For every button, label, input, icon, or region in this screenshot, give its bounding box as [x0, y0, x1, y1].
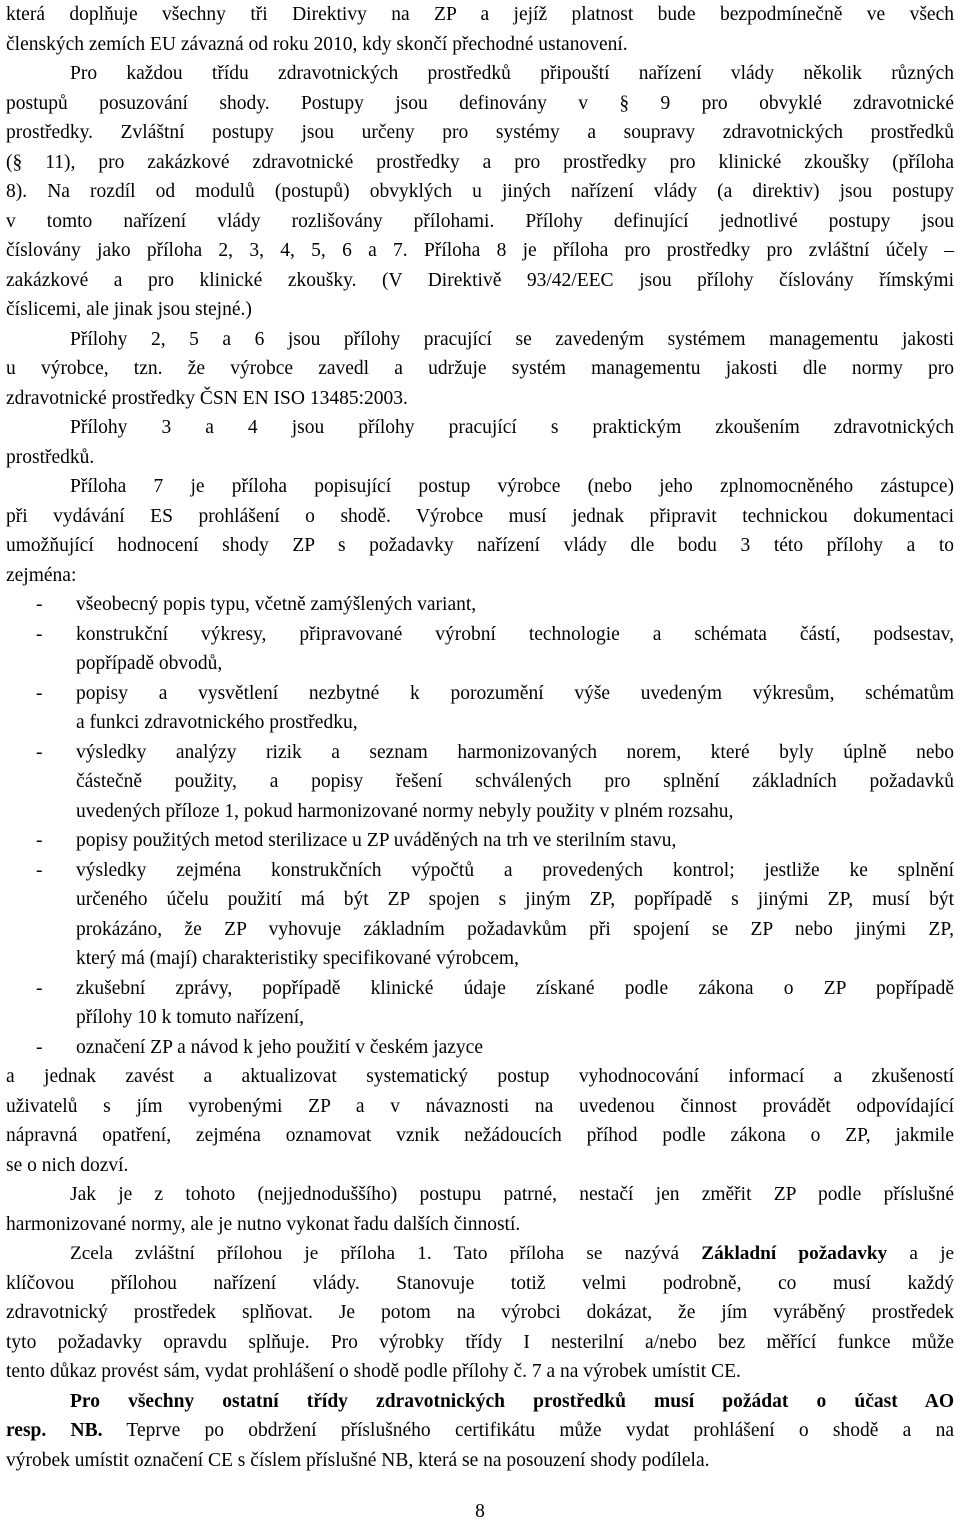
- text-segment: zdravotnické prostředky ČSN EN ISO 13485:2003.: [6, 387, 408, 409]
- text-segment: zdravotnický prostředek splňovat. Je potom na výrobci dokázat, že jím vyráběný prostředek: [6, 1302, 954, 1323]
- text-line: [6, 472, 954, 502]
- text-segment: částečně použity, a popisy řešení schválených pro splnění základních požadavků: [76, 771, 954, 792]
- text-line: [6, 502, 954, 532]
- list-bullet: -: [36, 977, 43, 999]
- text-line: [6, 89, 954, 119]
- text-segment: zkušební zprávy, popřípadě klinické údaje získané podle zákona o ZP popřípadě: [76, 977, 954, 999]
- text-line: [6, 207, 954, 237]
- text-line: [6, 295, 954, 325]
- text-segment: tento důkaz provést sám, vydat prohlášení o shodě podle přílohy č. 7 a na výrobek umístit CE.: [6, 1361, 741, 1382]
- text-line: [6, 679, 954, 709]
- text-segment: Pro každou třídu zdravotnických prostředků připouští nařízení vlády několik různých: [70, 63, 954, 84]
- text-line: [6, 118, 954, 148]
- text-segment: určeného účelu použití má být ZP spojen s jiným ZP, popřípadě s jinými ZP, musí být: [76, 889, 954, 910]
- text-segment: který má (mají) charakteristiky specifikované výrobcem,: [76, 948, 519, 969]
- text-line: [6, 856, 954, 886]
- text-segment: označení ZP a návod k jeho použití v českém jazyce: [76, 1036, 483, 1058]
- text-line: [6, 944, 954, 974]
- text-line: [6, 266, 954, 296]
- text-segment: číslovány jako příloha 2, 3, 4, 5, 6 a 7. Příloha 8 je příloha pro prostředky pro zvláštní účely –: [6, 240, 954, 261]
- document-body: [6, 0, 954, 1475]
- text-line: [6, 384, 954, 414]
- text-line: [6, 767, 954, 797]
- text-segment: harmonizované normy, ale je nutno vykonat řadu dalších činností.: [6, 1213, 521, 1235]
- text-line: [6, 1239, 954, 1269]
- text-line: [6, 0, 954, 30]
- text-line: [6, 974, 954, 1004]
- text-segment: která doplňuje všechny tři Direktivy na ZP a jejíž platnost bude bezpodmínečně ve všech: [6, 4, 954, 25]
- text-line: [6, 30, 954, 60]
- text-segment: klíčovou přílohou nařízení vlády. Stanovuje totiž velmi podrobně, co musí každý: [6, 1272, 954, 1294]
- text-line: [6, 236, 954, 266]
- text-segment: 8). Na rozdíl od modulů (postupů) obvyklých u jiných nařízení vlády (a direktiv) jsou postupy: [6, 181, 954, 202]
- text-line: [6, 649, 954, 679]
- text-line: [6, 1003, 954, 1033]
- text-line: [6, 354, 954, 384]
- text-line: [6, 738, 954, 768]
- text-segment: přílohy 10 k tomuto nařízení,: [76, 1007, 305, 1028]
- text-line: [6, 531, 954, 561]
- text-segment: Zcela zvláštní přílohou je příloha 1. Tato příloha se nazývá: [70, 1243, 702, 1264]
- text-segment: Příloha 7 je příloha popisující postup výrobce (nebo jeho zplnomocněného zástupce): [70, 476, 954, 497]
- list-bullet: -: [36, 1036, 43, 1058]
- text-segment: tyto požadavky opravdu splňuje. Pro výrobky třídy I nesterilní a/nebo bez měřící funkce může: [6, 1331, 954, 1353]
- text-segment: uživatelů s jím vyrobenými ZP a v návaznosti na uvedenou činnost provádět odpovídající: [6, 1095, 954, 1117]
- text-segment: výsledky zejména konstrukčních výpočtů a provedených kontrol; jestliže ke splnění: [76, 859, 954, 881]
- text-line: [6, 1092, 954, 1122]
- text-segment: prokázáno, že ZP vyhovuje základním požadavkům při spojení se ZP nebo jinými ZP,: [76, 918, 954, 940]
- text-segment: konstrukční výkresy, připravované výrobní technologie a schémata částí, podsestav,: [76, 623, 954, 645]
- list-bullet: -: [36, 682, 43, 704]
- text-line: [6, 620, 954, 650]
- text-line: [6, 1210, 954, 1240]
- text-line: [6, 1062, 954, 1092]
- text-line: [6, 561, 954, 591]
- text-segment: prostředky. Zvláštní postupy jsou určeny pro systémy a soupravy zdravotnických prostředků: [6, 122, 954, 143]
- text-segment: členských zemích EU závazná od roku 2010, kdy skončí přechodné ustanovení.: [6, 33, 628, 55]
- text-segment: nápravná opatření, zejména oznamovat vznik nežádoucích příhod podle zákona o ZP, jakmile: [6, 1125, 954, 1146]
- text-segment: postupů posuzování shody. Postupy jsou definovány v § 9 pro obvyklé zdravotnické: [6, 92, 954, 114]
- text-line: [6, 1328, 954, 1358]
- text-line: [6, 1387, 954, 1417]
- text-line: [6, 590, 954, 620]
- text-line: [6, 1416, 954, 1446]
- text-line: [6, 1269, 954, 1299]
- bold-text-segment: Pro všechny ostatní třídy zdravotnických prostředků musí požádat o účast AO: [70, 1390, 954, 1412]
- text-line: [6, 1298, 954, 1328]
- list-bullet: -: [36, 594, 43, 615]
- text-segment: a jednak zavést a aktualizovat systematický postup vyhodnocování informací a zkušeností: [6, 1066, 954, 1087]
- text-line: [6, 708, 954, 738]
- text-segment: zejména:: [6, 564, 77, 586]
- text-line: [6, 148, 954, 178]
- text-segment: prostředků.: [6, 446, 95, 468]
- text-line: [6, 885, 954, 915]
- text-line: [6, 1180, 954, 1210]
- text-segment: se o nich dozví.: [6, 1154, 129, 1176]
- text-segment: popřípadě obvodů,: [76, 653, 223, 674]
- text-segment: a funkci zdravotnického prostředku,: [76, 712, 358, 733]
- text-segment: výrobek umístit označení CE s číslem příslušné NB, která se na posouzení shody podílela.: [6, 1449, 710, 1471]
- text-line: [6, 59, 954, 89]
- list-bullet: -: [36, 859, 43, 881]
- text-segment: při vydávání ES prohlášení o shodě. Výrobce musí jednak připravit technickou dokumentaci: [6, 505, 954, 527]
- text-segment: Přílohy 3 a 4 jsou přílohy pracující s praktickým zkoušením zdravotnických: [70, 417, 954, 438]
- text-line: [6, 1446, 954, 1476]
- list-bullet: -: [36, 623, 43, 645]
- text-line: [6, 325, 954, 355]
- text-line: [6, 413, 954, 443]
- text-segment: Teprve po obdržení příslušného certifikátu může vydat prohlášení o shodě a na: [102, 1420, 954, 1441]
- text-segment: uvedených příloze 1, pokud harmonizované normy nebyly použity v plném rozsahu,: [76, 800, 734, 822]
- text-segment: zakázkové a pro klinické zkoušky. (V Direktivě 93/42/EEC jsou přílohy číslovány římskými: [6, 269, 954, 291]
- text-line: [6, 915, 954, 945]
- text-segment: číslicemi, ale jinak jsou stejné.): [6, 299, 252, 320]
- text-segment: a je: [887, 1243, 954, 1264]
- text-segment: v tomto nařízení vlády rozlišovány přílohami. Přílohy definující jednotlivé postupy jsou: [6, 210, 954, 232]
- text-line: [6, 443, 954, 473]
- text-segment: popisy použitých metod sterilizace u ZP uváděných na trh ve sterilním stavu,: [76, 830, 677, 851]
- text-line: [6, 177, 954, 207]
- text-line: [6, 1151, 954, 1181]
- text-line: [6, 1033, 954, 1063]
- text-segment: výsledky analýzy rizik a seznam harmonizovaných norem, které byly úplně nebo: [76, 741, 954, 763]
- text-segment: všeobecný popis typu, včetně zamýšlených variant,: [76, 594, 477, 615]
- text-line: [6, 1121, 954, 1151]
- text-segment: (§ 11), pro zakázkové zdravotnické prostředky a pro prostředky pro klinické zkoušky (příloha: [6, 151, 954, 173]
- text-segment: popisy a vysvětlení nezbytné k porozumění výše uvedeným výkresům, schématům: [76, 682, 954, 704]
- list-bullet: -: [36, 830, 43, 851]
- bold-text-segment: Základní požadavky: [701, 1243, 888, 1264]
- text-segment: umožňující hodnocení shody ZP s požadavky nařízení vlády dle bodu 3 této přílohy a to: [6, 535, 954, 556]
- text-segment: Přílohy 2, 5 a 6 jsou přílohy pracující se zavedeným systémem managementu jakosti: [70, 328, 954, 350]
- text-segment: u výrobce, tzn. že výrobce zavedl a udržuje systém managementu jakosti dle normy pro: [6, 358, 954, 379]
- list-bullet: -: [36, 741, 43, 763]
- bold-text-segment: resp. NB.: [6, 1420, 103, 1441]
- text-line: [6, 797, 954, 827]
- text-line: [6, 1357, 954, 1387]
- text-line: [6, 826, 954, 856]
- page-number: 8: [475, 1501, 485, 1522]
- text-segment: Jak je z tohoto (nejjednoduššího) postupu patrné, nestačí jen změřit ZP podle příslušné: [70, 1184, 954, 1205]
